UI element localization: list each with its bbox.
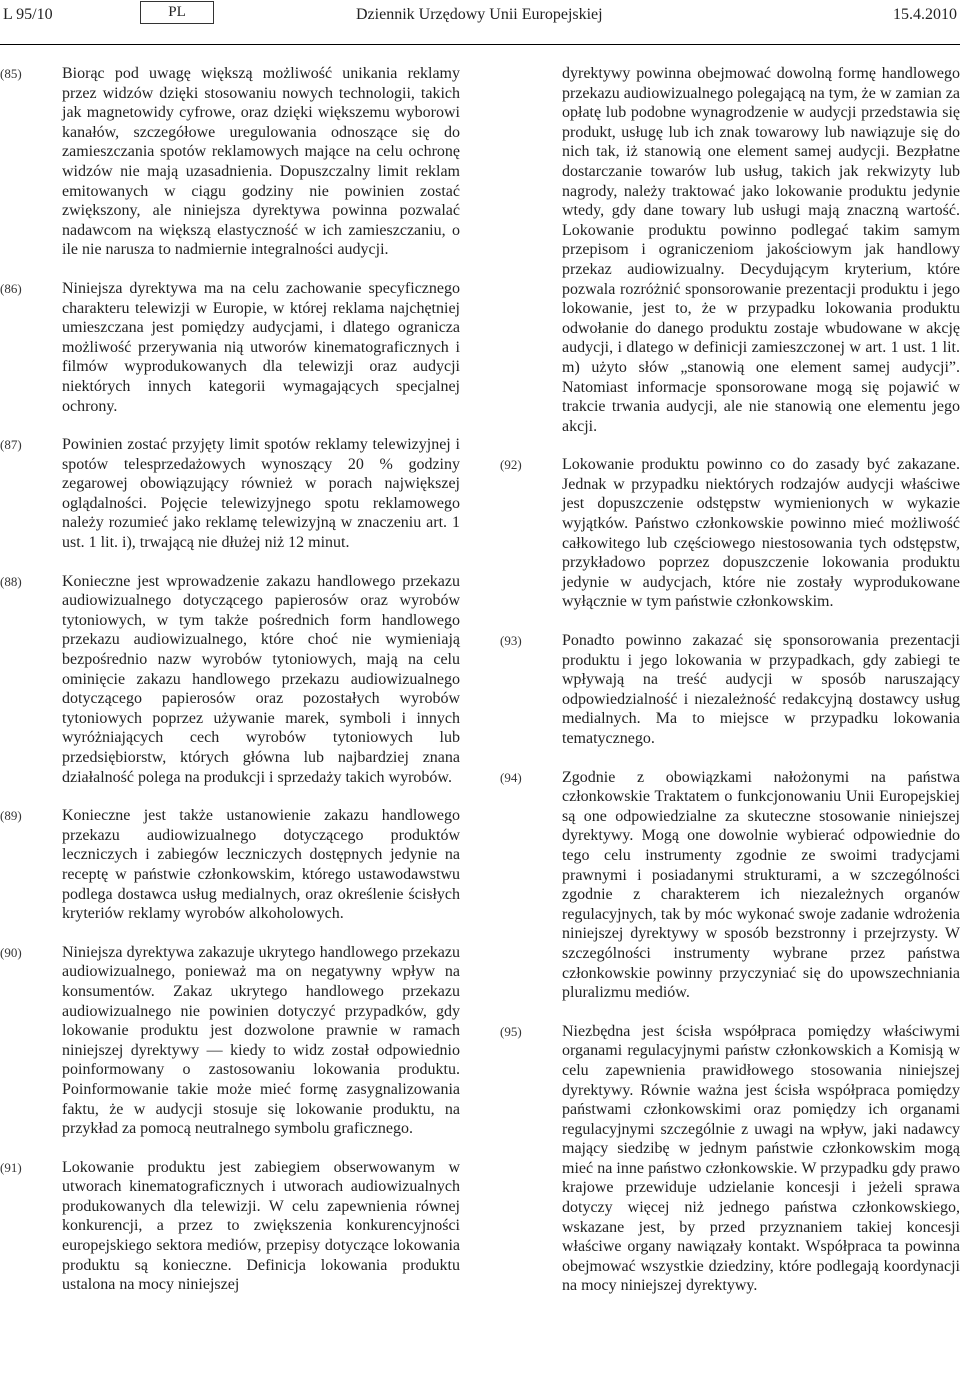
recital-text: dyrektywy powinna obejmować dowolną formę handlowego przekazu audiowizualnego polegającą na tym, że w zamian za opłatę lub podobne wynagrodzenie w audycji przedstawia się produkt, usługę lub ich znak towarowy lub nawiązuje się do nich tak, iż stanowią one element samej audycji. Bezpłatne dostarczanie towarów lub usług, takich jak rekwizyty lub nagrody, należy traktować jako lokowanie produktu jedynie wtedy, gdy dane towary lub usługi mają znaczną wartość. Lokowanie produktu powinno podlegać takim samym przepisom i ograniczeniom jakościowym jak handlowy przekaz audiowizualny. Decydującym kryterium, które pozwala rozróżnić sponsorowanie prezentacji produktu i jego lokowanie, jest to, że w przypadku lokowania produktu odwołanie do danego produktu zostaje wbudowane w akcję audycji, i dlatego w definicji zamieszczonej w art. 1 ust. 1 lit. m) użyto słów „stanowią one element samej audycji”. Natomiast informacje sponsorowane mogą się pojawić w trakcie trwania audycji, ale nie stanowią one elementu jego akcji. <box>562 65 960 435</box>
recital-text: Powinien zostać przyjęty limit spotów reklamy telewizyjnej i spotów telesprzedażowych wynoszący 20 % godziny zegarowej obowiązujący również w porach największej oglądalności. Pojęcie telewizyjnego spotu reklamowego należy rozumieć jako reklamę telewizyjną w znaczeniu art. 1 ust. 1 lit. i), trwającą nie dłużej niż 12 minut. <box>62 436 460 552</box>
recital-94 <box>500 768 960 1003</box>
recital-number: (88) <box>0 573 22 589</box>
recital-92 <box>500 455 960 612</box>
recital-number: (94) <box>500 769 522 785</box>
recital-text: Niezbędna jest ścisła współpraca pomiędzy właściwymi organami regulacyjnymi państw członkowskich a Komisją w celu zapewnienia prawidłowego stosowania niniejszej dyrektywy. Równie ważna jest ścisła współpraca pomiędzy państwami członkowskimi oraz pomiędzy ich organami regulacyjnymi szczególnie z uwagi na wpływ, jaki nadawcy mający siedzibę w jednym państwie członkowskim mogą mieć na inne państwo członkowskie. W przypadku gdy prawo krajowe przewiduje udzielanie koncesji i jeżeli sprawa dotyczy więcej niż jednego państwa członkowskiego, wskazane jest, by przed przyznaniem takiej koncesji właściwe organy nawiązały kontakt. Współpraca ta powinna obejmować wszystkie dziedziny, które podlegają koordynacji na mocy niniejszej dyrektywy. <box>562 1022 960 1295</box>
recital-93 <box>500 631 960 749</box>
language-badge: PL <box>140 1 214 24</box>
right-column <box>500 64 960 1296</box>
recital-number: (89) <box>0 808 22 824</box>
recital-number: (95) <box>500 1023 522 1039</box>
header-divider <box>0 44 960 45</box>
recital-text: Niniejsza dyrektywa ma na celu zachowanie specyficznego charakteru telewizji w Europie, w której reklama najchętniej umieszczana jest pomiędzy audycjami, i dlatego ogranicza możliwość przerywania nią utworów kinematograficznych i filmów wyprodukowanych dla telewizji oraz audycji niektórych innych kategorii wymagających specjalnej ochrony. <box>62 279 460 415</box>
recital-text: Biorąc pod uwagę większą możliwość unikania reklamy przez widzów dzięki stosowaniu nowych technologii, takich jak magnetowidy cyfrowe, oraz dzięki większemu wyborowi kanałów, szczegółowe uregulowania odnoszące się do zamieszczania spotów reklamowych mające na celu ochronę widzów nie mają uzasadnienia. Dopuszczalny limit reklam emitowanych w ciągu godziny nie powinien zostać zwiększony, ale niniejsza dyrektywa powinna pozwalać nadawcom na większą elastyczność w ich zamieszczaniu, o ile nie narusza to nadmiernie integralności audycji. <box>62 65 460 259</box>
left-column <box>0 64 460 1295</box>
recital-number: (93) <box>500 633 522 649</box>
recital-number <box>500 64 562 436</box>
recital-number: (92) <box>500 457 522 473</box>
recital-text: Lokowanie produktu jest zabiegiem obserwowanym w utworach kinematograficznych i utworach audiowizualnych produkowanych dla telewizji. W celu zapewnienia równej konkurencji, a przez to zwiększenia konkurencyjności europejskiego sektora mediów, przepisy dotyczące lokowania produktu są konieczne. Definicja lokowania produktu ustalona na mocy niniejszej <box>62 1158 460 1294</box>
page-header <box>0 0 960 26</box>
recital-91 <box>0 1158 460 1295</box>
recital-number: (91) <box>0 1159 22 1175</box>
recital-87 <box>0 435 460 553</box>
recital-text: Lokowanie produktu powinno co do zasady być zakazane. Jednak w przypadku niektórych rodzajów audycji właściwe jest dopuszczenie odstępstw wymienionych w wykazie wyjątków. Państwo członkowskie powinno mieć możliwość całkowitego lub częściowego niestosowania tych odstępstw, przykładowo poprzez dopuszczenie lokowania produktu jedynie w audycjach, które nie zostały wyprodukowane wyłącznie w tym państwie członkowskim. <box>562 456 960 611</box>
recital-text: Konieczne jest także ustanowienie zakazu handlowego przekazu audiowizualnego dotyczącego produktów leczniczych i zabiegów leczniczych dostępnych jedynie na receptę w państwie członkowskim, którego ustawodawstwu podlega dostawca usług medialnych, oraz określenie ścisłych kryteriów reklamy wyrobów alkoholowych. <box>62 807 460 923</box>
recital-88 <box>0 572 460 788</box>
recital-86 <box>0 279 460 416</box>
journal-title: Dziennik Urzędowy Unii Europejskiej <box>356 6 603 23</box>
recital-91-continued <box>500 64 960 436</box>
recital-number: (85) <box>0 66 22 81</box>
recital-text: Konieczne jest wprowadzenie zakazu handlowego przekazu audiowizualnego dotyczącego papierosów oraz wyrobów tytoniowych, w tym także pośrednich form handlowego przekazu audiowizualnego, które choć nie wymieniają bezpośrednio nazw wyrobów tytoniowych, mają na celu ominięcie zakazu handlowego przekazu audiowizualnego dotyczącego papierosów oraz pozostałych wyrobów tytoniowych poprzez używanie marek, symboli i innych wyróżniających cech wyrobów tytoniowych lub przedsiębiorstw, których główna lub najbardziej znana działalność polega na produkcji i sprzedaży takich wyrobów. <box>62 572 460 786</box>
recital-text: Ponadto powinno zakazać się sponsorowania prezentacji produktu i jego lokowania w przypadkach, gdy zabiegi te wpływają na treść audycji w sposób naruszający odpowiedzialność i niezależność redakcyjną dostawcy usług medialnych. Ma to miejsce w przypadku lokowania tematycznego. <box>562 632 960 747</box>
recital-number: (87) <box>0 437 22 453</box>
publication-date: 15.4.2010 <box>893 6 957 23</box>
recital-89 <box>0 806 460 924</box>
page-number: L 95/10 <box>3 6 53 23</box>
recital-95 <box>500 1022 960 1296</box>
recital-number: (86) <box>0 280 22 296</box>
recital-number: (90) <box>0 944 22 960</box>
recital-text: Niniejsza dyrektywa zakazuje ukrytego handlowego przekazu audiowizualnego, ponieważ ma on negatywny wpływ na konsumentów. Zakaz ukrytego handlowego przekazu audiowizualnego nie powinien dotyczyć przypadków, gdy lokowanie produktu jest dozwolone prawnie w ramach niniejszej dyrektywy — kiedy to widz został odpowiednio poinformowany o zastosowaniu lokowania produktu. Poinformowanie takie może mieć formę zasygnalizowania faktu, że w audycji stosuje się lokowanie produktu, na przykład za pomocą neutralnego symbolu graficznego. <box>62 943 460 1138</box>
recital-text: Zgodnie z obowiązkami nałożonymi na państwa członkowskie Traktatem o funkcjonowaniu Unii Europejskiej są one odpowiedzialne za skuteczne stosowanie niniejszej dyrektywy. Mogą one dowolnie wybierać odpowiednie do tego celu instrumenty zgodnie ze swoimi tradycjami prawnymi i posiadanymi strukturami, a w szczególności zgodnie z charakterem ich niezależnych organów regulacyjnych, tak by móc wykonać swoje zadanie wdrożenia niniejszej dyrektywy w sposób bezstronny i przejrzysty. W szczególności instrumenty wybrane przez państwa członkowskie powinny przyczyniać się do upowszechniania pluralizmu mediów. <box>562 768 960 1002</box>
recital-85 <box>0 64 460 260</box>
recital-90 <box>0 943 460 1139</box>
